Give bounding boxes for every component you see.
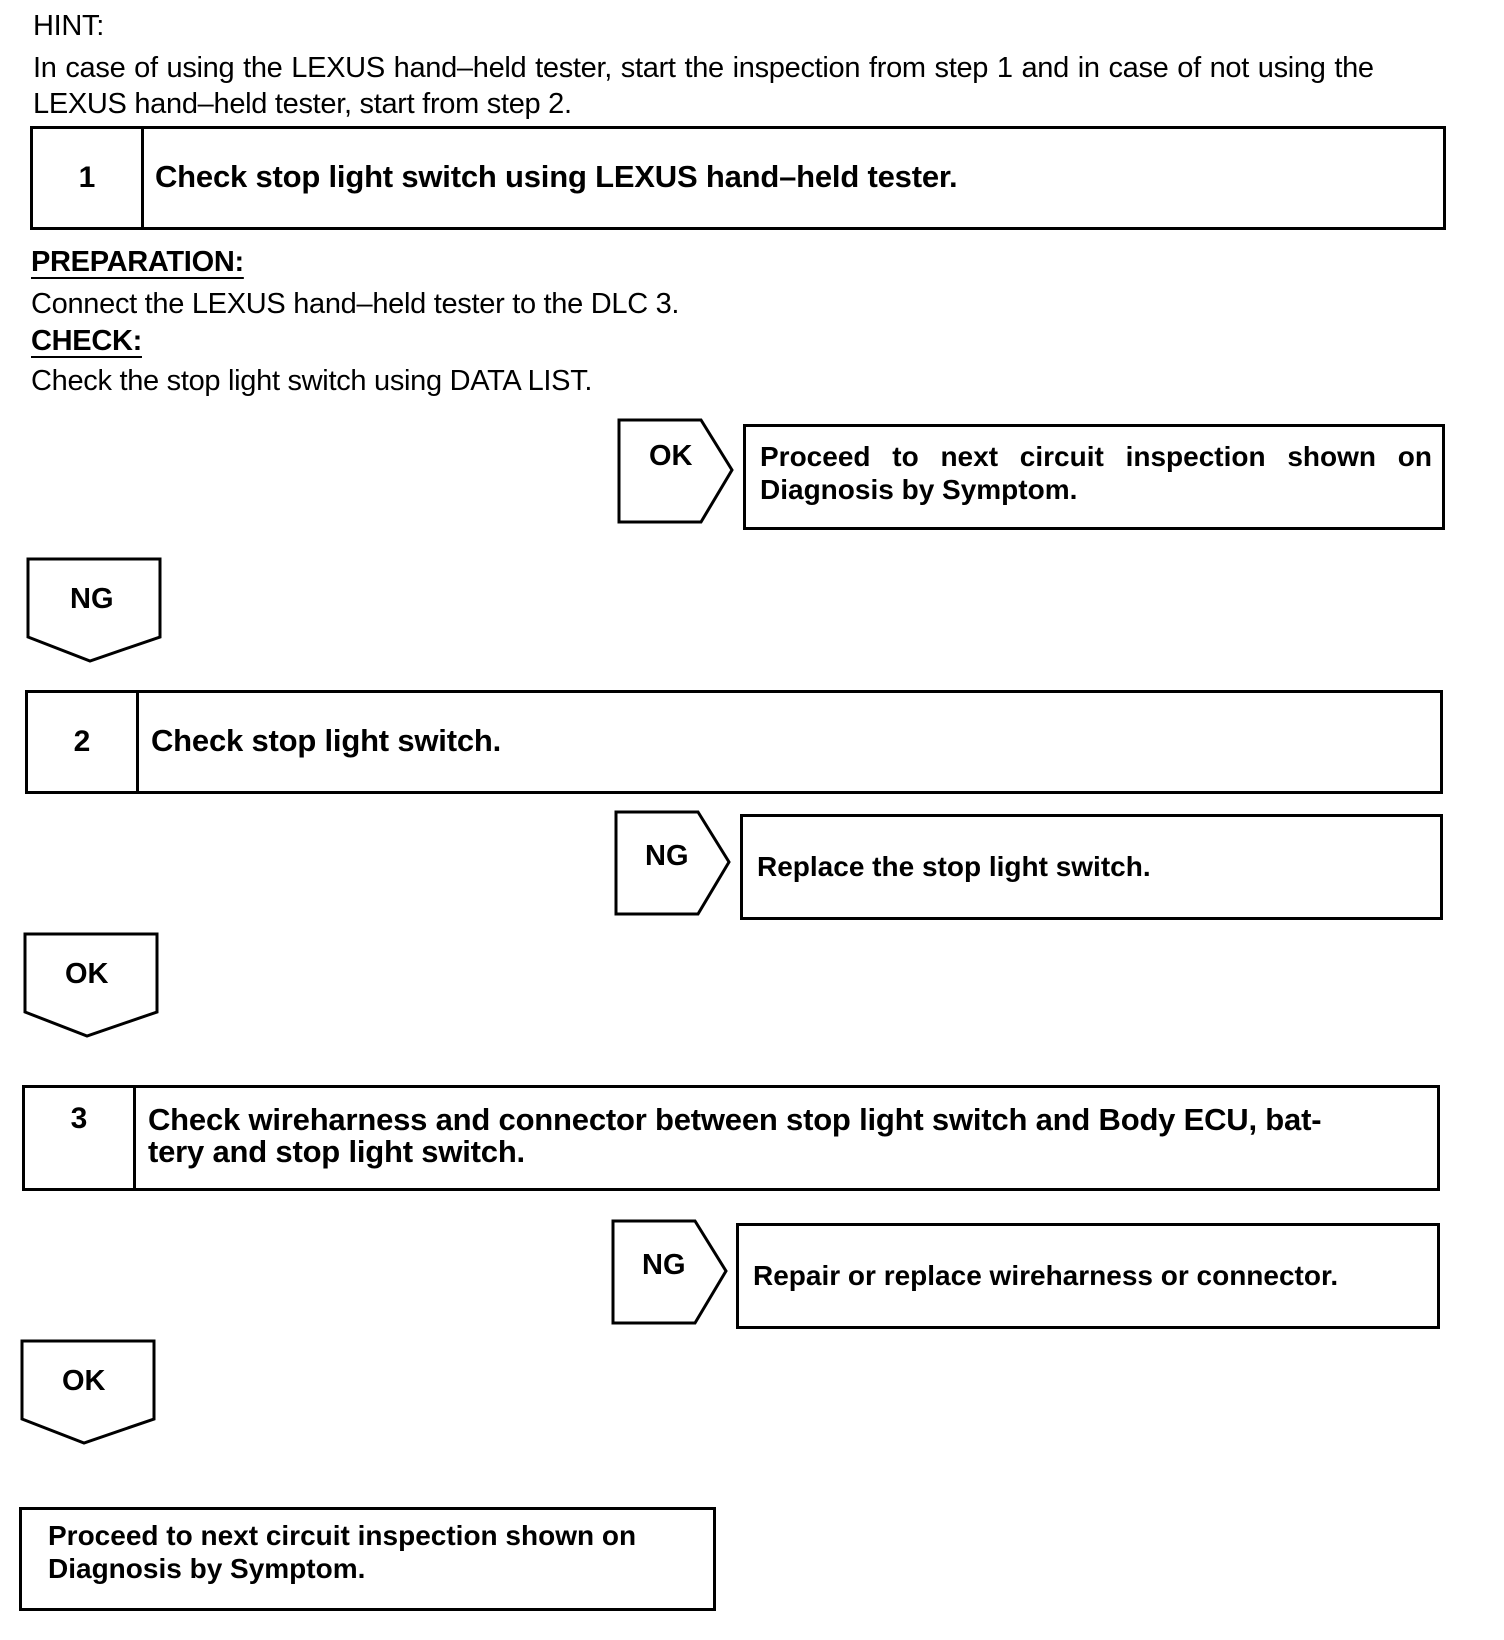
step-1-box <box>30 126 1446 230</box>
step-3-ng-label: NG <box>642 1249 686 1281</box>
step-1-title: Check stop light switch using LEXUS hand–held tester. <box>155 159 958 194</box>
step-3-number: 3 <box>25 1088 136 1188</box>
preparation-heading: PREPARATION: <box>31 246 244 278</box>
step-3-ng-arrow <box>611 1219 731 1327</box>
step-1-ok-result-box <box>743 424 1445 530</box>
check-text: Check the stop light switch using DATA LIST. <box>31 365 593 397</box>
step-3-title-line1: Check wireharness and connector between stop light switch and Body ECU, bat- <box>148 1102 1322 1137</box>
step-2-number: 2 <box>28 693 139 791</box>
preparation-text: Connect the LEXUS hand–held tester to the DLC 3. <box>31 288 680 320</box>
final-result-box <box>19 1507 716 1611</box>
final-result-line2: Diagnosis by Symptom. <box>48 1553 366 1584</box>
step-3-ng-result-box <box>736 1223 1440 1329</box>
step-2-box <box>25 690 1443 794</box>
step-2-title: Check stop light switch. <box>151 723 502 758</box>
step-3-box <box>22 1085 1440 1191</box>
hint-text-line1: In case of using the LEXUS hand–held tester, start the inspection from step 1 and in case of not using the <box>33 52 1374 84</box>
step-1-number: 1 <box>33 129 144 227</box>
check-heading: CHECK: <box>31 325 142 357</box>
step-3-ok-label: OK <box>62 1365 106 1397</box>
step-1-ok-result-line1: Proceed to next circuit inspection shown on <box>760 441 1432 472</box>
step-1-ng-label: NG <box>70 583 114 615</box>
step-1-ok-result-line2: Diagnosis by Symptom. <box>760 474 1078 505</box>
step-2-ok-down-arrow <box>23 932 159 1040</box>
step-3-title-line2: tery and stop light switch. <box>148 1134 525 1169</box>
step-2-ng-result-text: Replace the stop light switch. <box>757 851 1151 882</box>
final-result-line1: Proceed to next circuit inspection shown on <box>48 1520 637 1551</box>
step-2-ng-arrow <box>614 810 734 918</box>
step-1-ok-label: OK <box>649 440 693 472</box>
step-1-ok-arrow <box>617 418 737 526</box>
hint-text-line2: LEXUS hand–held tester, start from step 2. <box>33 88 572 120</box>
step-2-ng-result-box <box>740 814 1443 920</box>
hint-heading: HINT: <box>33 10 105 42</box>
step-2-ok-label: OK <box>65 958 109 990</box>
step-2-ng-label: NG <box>645 840 689 872</box>
step-3-ok-down-arrow <box>20 1339 156 1447</box>
step-3-ng-result-text: Repair or replace wireharness or connector. <box>753 1260 1339 1291</box>
step-1-ng-down-arrow <box>26 557 162 665</box>
